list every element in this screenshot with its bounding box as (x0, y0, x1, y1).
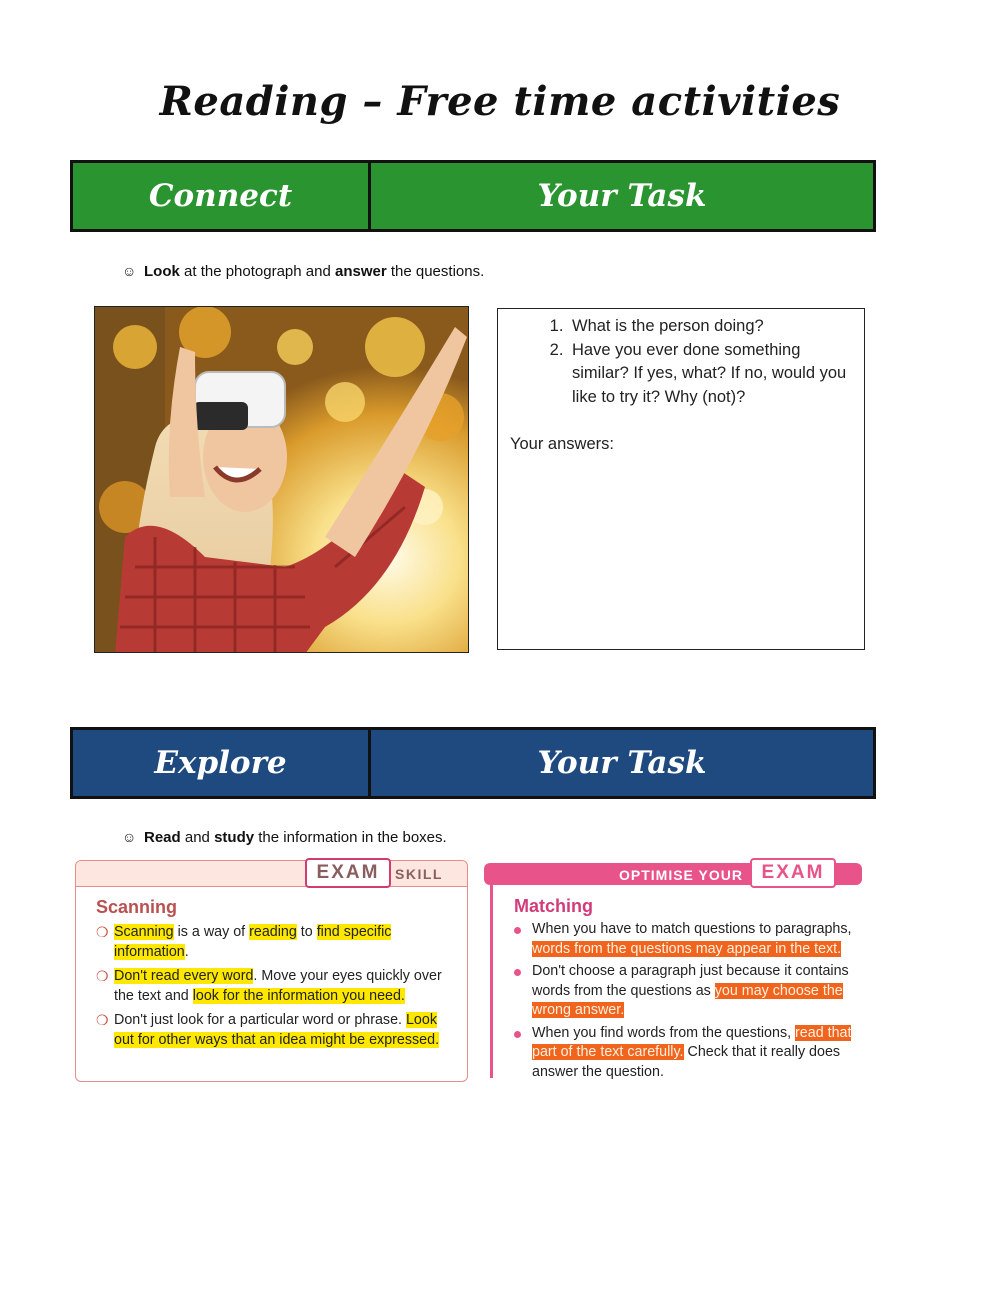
highlighted-text: Don't read every word (114, 968, 254, 984)
scanning-tip-item (96, 967, 456, 1006)
exam-skill-box (75, 860, 468, 1082)
matching-tips-list (514, 920, 864, 1085)
highlighted-text: Look out for other ways that an idea might be expressed. (114, 1012, 440, 1048)
scanning-tip-item (96, 923, 456, 962)
instruction-keyword: answer (334, 263, 387, 280)
questions-list (510, 315, 852, 409)
tip-text: Check that it really does answer the question. (532, 1044, 841, 1080)
scanning-tips-list (96, 923, 456, 1055)
tip-text: Don't just look for a particular word or phrase. (114, 1012, 406, 1028)
bullet-dot-icon (514, 1031, 521, 1038)
optimise-exam-box (484, 860, 864, 1080)
tip-text: When you have to match questions to paragraphs, (532, 921, 852, 937)
explore-label: Explore (73, 730, 371, 796)
tip-text: . (184, 943, 189, 960)
question-item: 2. Have you ever done something similar? If yes, what? If no, would you like to try it? Why (not)? (568, 339, 852, 410)
questions-box (497, 308, 865, 650)
connect-task-label: Your Task (537, 178, 707, 214)
bullet-circle-icon: ❍ (96, 968, 109, 984)
smiley-icon: ☺ (122, 829, 137, 845)
explore-instruction (122, 829, 447, 846)
optimise-label: OPTIMISE YOUR (619, 867, 743, 883)
instruction-text: the questions. (386, 263, 485, 280)
page-title: Reading – Free time activities (159, 78, 841, 125)
smiley-icon: ☺ (122, 263, 137, 279)
highlighted-text: Scanning (114, 924, 174, 940)
question-item: 1. What is the person doing? (568, 315, 852, 339)
explore-banner (70, 727, 876, 799)
scanning-tip-item (96, 1011, 456, 1050)
matching-tip-item (514, 962, 864, 1021)
instruction-keyword: study (214, 829, 255, 846)
bullet-dot-icon (514, 969, 521, 976)
vr-headset-photo (94, 306, 469, 653)
bullet-dot-icon (514, 927, 521, 934)
matching-tip-item (514, 1024, 864, 1083)
exam-tag: EXAM (305, 858, 391, 888)
matching-tip-item (514, 920, 864, 959)
highlighted-text: reading (249, 924, 297, 940)
tip-text: . Move your eyes quickly over the text and (114, 968, 442, 1004)
instruction-keyword: Read (144, 829, 181, 846)
explore-task-label: Your Task (537, 745, 707, 781)
photo-illustration (95, 307, 469, 653)
bullet-circle-icon: ❍ (96, 924, 109, 940)
scanning-heading: Scanning (96, 897, 178, 917)
connect-instruction (122, 263, 484, 280)
tip-text: When you find words from the questions, (532, 1024, 796, 1041)
optimise-exam-tag: EXAM (750, 858, 836, 888)
skill-label: SKILL (395, 866, 443, 882)
instruction-text: the information in the boxes. (254, 829, 447, 846)
optimise-side-rule (490, 885, 493, 1078)
matching-heading: Matching (514, 896, 593, 916)
answers-label: Your answers: (510, 435, 614, 453)
instruction-text: at the photograph and (179, 263, 335, 280)
connect-banner (70, 160, 876, 232)
highlighted-text: words from the questions may appear in the text. (532, 940, 842, 957)
highlighted-text: look for the information you need. (192, 987, 405, 1004)
bullet-circle-icon: ❍ (96, 1012, 109, 1028)
tip-text: Don't choose a paragraph just because it contains words from the questions as (532, 963, 849, 999)
tip-text: is a way of (173, 924, 250, 940)
instruction-keyword: Look (144, 263, 180, 280)
highlighted-text: read that part of the text carefully. (532, 1024, 852, 1060)
highlighted-text: you may choose the wrong answer. (532, 982, 843, 1018)
connect-label: Connect (73, 163, 371, 229)
highlighted-text: find specific information (114, 924, 392, 960)
instruction-text: and (180, 829, 215, 846)
tip-text: to (296, 924, 317, 940)
